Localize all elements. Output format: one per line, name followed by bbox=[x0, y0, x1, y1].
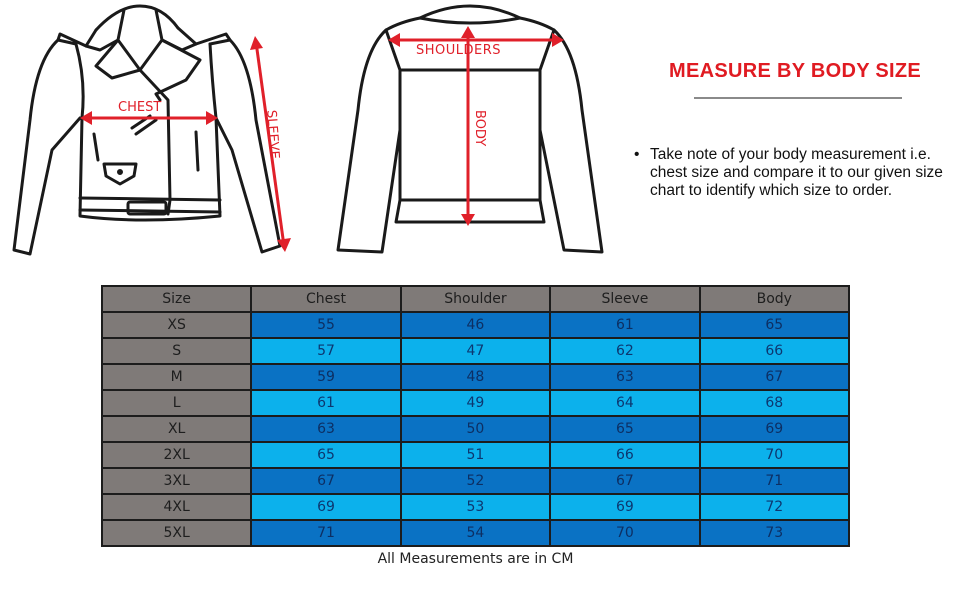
table-row bbox=[102, 468, 849, 494]
size-cell: XL bbox=[102, 416, 251, 442]
table-row bbox=[102, 338, 849, 364]
chest-cell: 63 bbox=[251, 416, 400, 442]
body-cell: 65 bbox=[700, 312, 849, 338]
shoulder-cell: 54 bbox=[401, 520, 551, 546]
sleeve-cell: 66 bbox=[550, 442, 699, 468]
size-cell: 3XL bbox=[102, 468, 251, 494]
size-cell: 5XL bbox=[102, 520, 251, 546]
shoulder-cell: 53 bbox=[401, 494, 551, 520]
chest-cell: 71 bbox=[251, 520, 400, 546]
body-cell: 70 bbox=[700, 442, 849, 468]
shoulder-cell: 49 bbox=[401, 390, 551, 416]
jacket-back-illustration bbox=[320, 0, 620, 270]
header-shoulder: Shoulder bbox=[401, 286, 551, 312]
info-title: MEASURE BY BODY SIZE bbox=[669, 60, 921, 82]
header-body: Body bbox=[700, 286, 849, 312]
size-cell: M bbox=[102, 364, 251, 390]
table-row bbox=[102, 416, 849, 442]
table-row bbox=[102, 390, 849, 416]
table-row bbox=[102, 364, 849, 390]
chest-cell: 65 bbox=[251, 442, 400, 468]
chest-label: CHEST bbox=[118, 100, 162, 115]
chest-cell: 69 bbox=[251, 494, 400, 520]
size-cell: 2XL bbox=[102, 442, 251, 468]
chest-cell: 57 bbox=[251, 338, 400, 364]
body-cell: 68 bbox=[700, 390, 849, 416]
table-row bbox=[102, 312, 849, 338]
shoulder-cell: 47 bbox=[401, 338, 551, 364]
body-cell: 73 bbox=[700, 520, 849, 546]
size-cell: L bbox=[102, 390, 251, 416]
header-chest: Chest bbox=[251, 286, 400, 312]
jacket-front-illustration bbox=[0, 0, 320, 270]
shoulder-cell: 52 bbox=[401, 468, 551, 494]
size-chart-table bbox=[101, 285, 850, 547]
sleeve-cell: 67 bbox=[550, 468, 699, 494]
size-cell: S bbox=[102, 338, 251, 364]
bullet-icon: • bbox=[634, 146, 640, 163]
table-row bbox=[102, 520, 849, 546]
size-cell: XS bbox=[102, 312, 251, 338]
sleeve-cell: 70 bbox=[550, 520, 699, 546]
size-cell: 4XL bbox=[102, 494, 251, 520]
sleeve-cell: 64 bbox=[550, 390, 699, 416]
chest-cell: 67 bbox=[251, 468, 400, 494]
sleeve-cell: 61 bbox=[550, 312, 699, 338]
info-bullet-text: Take note of your body measurement i.e. chest size and compare it to our given size chart to identify which size to order. bbox=[650, 146, 943, 199]
chest-cell: 59 bbox=[251, 364, 400, 390]
shoulders-label: SHOULDERS bbox=[416, 43, 502, 58]
shoulder-cell: 50 bbox=[401, 416, 551, 442]
sleeve-cell: 63 bbox=[550, 364, 699, 390]
body-label: BODY bbox=[472, 110, 487, 147]
info-bullet bbox=[634, 146, 950, 200]
sleeve-cell: 65 bbox=[550, 416, 699, 442]
sleeve-label: SLEEVE bbox=[263, 109, 282, 160]
sleeve-cell: 62 bbox=[550, 338, 699, 364]
shoulder-cell: 48 bbox=[401, 364, 551, 390]
chest-cell: 61 bbox=[251, 390, 400, 416]
header-size: Size bbox=[102, 286, 251, 312]
title-divider bbox=[694, 97, 902, 99]
table-row bbox=[102, 442, 849, 468]
body-cell: 69 bbox=[700, 416, 849, 442]
chest-cell: 55 bbox=[251, 312, 400, 338]
body-cell: 71 bbox=[700, 468, 849, 494]
body-cell: 66 bbox=[700, 338, 849, 364]
body-cell: 72 bbox=[700, 494, 849, 520]
shoulder-cell: 46 bbox=[401, 312, 551, 338]
shoulder-cell: 51 bbox=[401, 442, 551, 468]
sleeve-cell: 69 bbox=[550, 494, 699, 520]
table-header-row bbox=[102, 286, 849, 312]
units-footnote: All Measurements are in CM bbox=[377, 551, 574, 567]
info-panel bbox=[628, 60, 948, 199]
header-sleeve: Sleeve bbox=[550, 286, 699, 312]
body-cell: 67 bbox=[700, 364, 849, 390]
table-row bbox=[102, 494, 849, 520]
